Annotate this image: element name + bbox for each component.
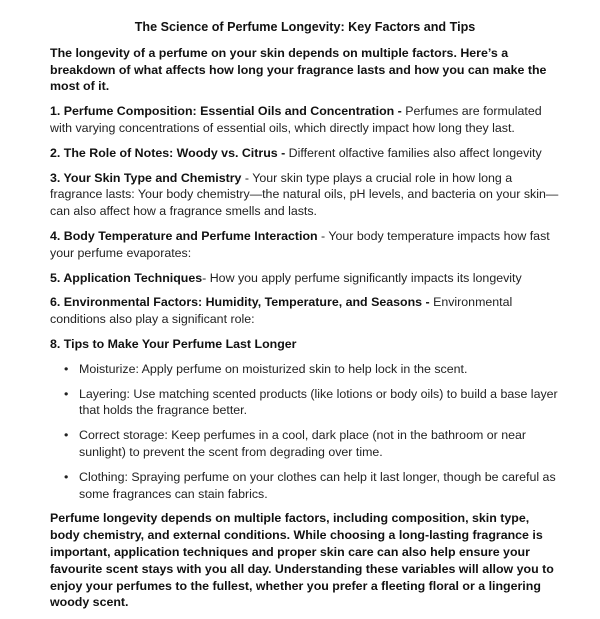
section-heading: 1. Perfume Composition: Essential Oils and Concentration - xyxy=(50,104,406,119)
section-heading: 4. Body Temperature and Perfume Interaction xyxy=(50,228,318,243)
section-text: Perfumes are formulated with varying concentrations of essential oils, which directly impact how long they last. xyxy=(50,104,542,135)
section-text: Different olfactive families also affect longevity xyxy=(288,145,542,160)
tip-text: Correct storage: Keep perfumes in a cool, dark place (not in the bathroom or near sunlight) to prevent the scent from degrading over time. xyxy=(79,428,526,459)
section-heading: 6. Environmental Factors: Humidity, Temperature, and Seasons - xyxy=(50,295,434,310)
section-text: - Your skin type plays a crucial role in how long a fragrance lasts: Your body chemistry—the natural oils, pH levels, and bacteria on your skin—can also affect how a fragrance smells and lasts. xyxy=(50,170,559,219)
tip-text: Moisturize: Apply perfume on moisturized skin to help lock in the scent. xyxy=(79,361,468,376)
section-text: - Your body temperature impacts how fast your perfume evaporates: xyxy=(50,228,550,260)
intro-paragraph: The longevity of a perfume on your skin depends on multiple factors. Here’s a breakdown of what affects how long your fragrance lasts and how you can make the most of it. xyxy=(50,45,547,94)
section-text: - How you apply perfume significantly impacts its longevity xyxy=(202,270,522,285)
section-body-temperature xyxy=(50,228,560,262)
bullet-icon: • xyxy=(64,386,69,401)
document-title: The Science of Perfume Longevity: Key Factors and Tips xyxy=(134,20,476,34)
section-heading: 5. Application Techniques xyxy=(50,270,203,285)
section-application xyxy=(50,270,560,287)
section-heading: 2. The Role of Notes: Woody vs. Citrus - xyxy=(50,145,289,160)
section-environment xyxy=(50,294,560,328)
section-composition xyxy=(50,103,560,137)
list-item xyxy=(64,427,560,461)
section-skin-type xyxy=(50,170,560,220)
tip-text: Layering: Use matching scented products (like lotions or body oils) to build a base layer that holds the fragrance better. xyxy=(79,386,558,418)
bullet-icon: • xyxy=(64,469,69,484)
tips-heading-text: 8. Tips to Make Your Perfume Last Longer xyxy=(50,336,297,351)
tips-heading xyxy=(50,336,560,353)
section-notes xyxy=(50,145,560,162)
tips-list xyxy=(50,361,560,503)
section-heading: 3. Your Skin Type and Chemistry xyxy=(50,170,242,185)
bullet-icon: • xyxy=(64,428,69,443)
list-item xyxy=(64,361,560,378)
closing-paragraph: Perfume longevity depends on multiple factors, including composition, skin type, body chemistry, and external conditions. While choosing a long-lasting fragrance is important, application techniques and proper skin care can also help ensure your favourite scent stays with you all day. Understanding these variables will allow you to enjoy your perfumes to the fullest, whether you prefer a fleeting floral or a lingering woody scent. xyxy=(50,511,554,610)
list-item xyxy=(64,469,560,503)
document-body xyxy=(50,19,560,619)
section-text: Environmental conditions also play a significant role: xyxy=(50,295,513,327)
list-item xyxy=(64,386,560,420)
bullet-icon: • xyxy=(64,361,69,376)
tip-text: Clothing: Spraying perfume on your clothes can help it last longer, though be careful as some fragrances can stain fabrics. xyxy=(79,469,556,501)
